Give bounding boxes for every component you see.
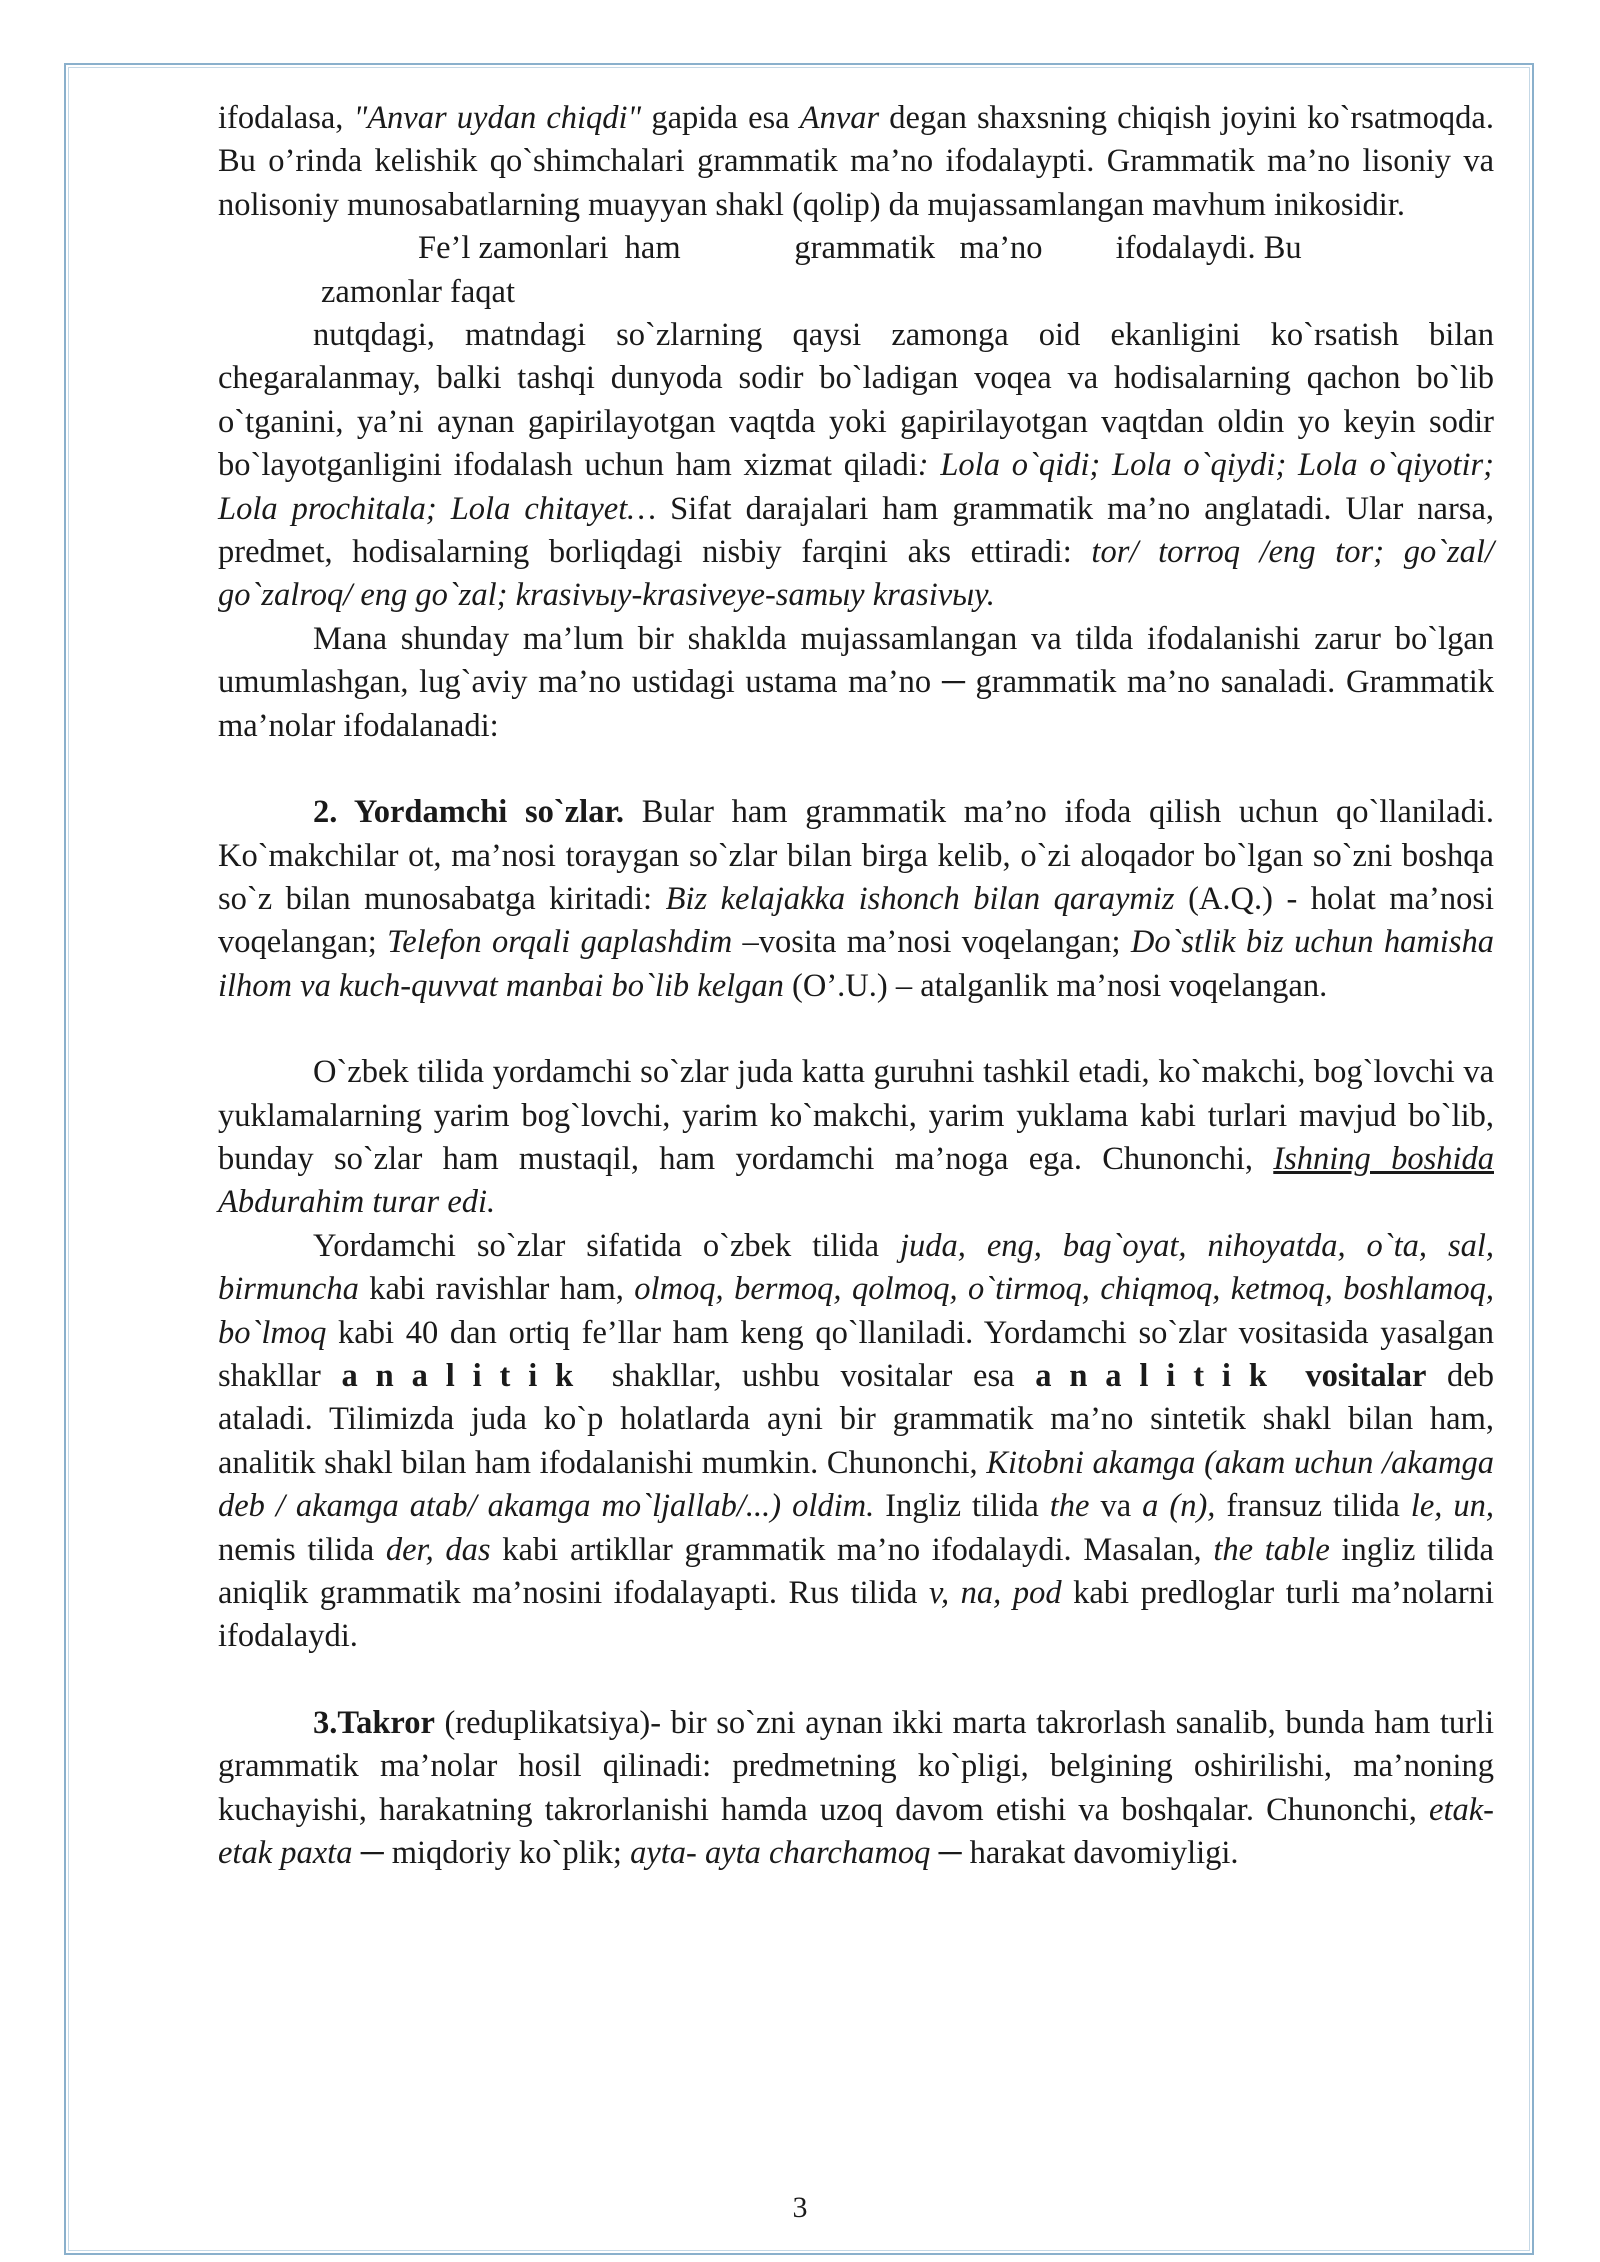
- text-run: ─ miqdoriy ko`plik;: [352, 1835, 631, 1872]
- text-run: nutqdagi, matndagi so`zlarning qaysi zamonga oid ekanligini ko`rsatish bilan chegaralanmay, balki tashqi dunyoda sodir bo`ladigan voqea va hodisalarning qachon bo`lib o`tganini, ya’ni aynan gapirilayotgan vaqtda yoki gapirilayotgan vaqtdan oldin yo keyin sodir bo`layotganligini ifodalash uchun ham xizmat qiladi: [218, 317, 1494, 484]
- italic-example: ayta- ayta charchamoq: [630, 1835, 931, 1872]
- text-run: ifodalasa,: [218, 100, 354, 136]
- paragraph-1: [218, 97, 1494, 227]
- italic-example: olmoq, bermoq, qolmoq, o`tirmoq, chiqmoq, ketmoq, boshlamoq, bo`lmoq: [218, 1271, 1494, 1351]
- italic-example: juda, eng, bag`oyat, nihoyatda, o`ta, sal, birmuncha: [218, 1227, 1494, 1308]
- text-run: gapida esa: [641, 100, 800, 136]
- bold-term: vositalar: [1284, 1357, 1427, 1394]
- italic-example: Telefon orqali gaplashdim: [387, 924, 733, 961]
- text-run: Sifat darajalari ham grammatik ma’no anglatadi. Ular narsa, predmet, hodisalarning borliqdagi nisbiy farqini aks ettiradi:: [218, 490, 1495, 571]
- italic-example: le, un,: [1410, 1488, 1494, 1525]
- spaced-term: analitik: [341, 1357, 592, 1394]
- paragraph-4: Mana shunday ma’lum bir shaklda mujassamlangan va tilda ifodalanishi zarur bo`lgan umumlashgan, lug`aviy ma’no ustidagi ustama ma’no ─ grammatik ma’no sanaladi. Grammatik ma’nolar ifodalanadi:: [218, 620, 1494, 744]
- spaced-term: analitik: [1035, 1357, 1285, 1394]
- text-run: ─ harakat davomiyligi.: [930, 1835, 1239, 1872]
- paragraph-6: [218, 1051, 1494, 1225]
- text-run: (reduplikatsiya)- bir so`zni aynan ikki marta takrorlash sanalib, bunda ham turli grammatik ma’nolar hosil qilinadi: predmetning ko`pligi, belgining oshirilishi, ma’noning kuchayishi, harakatning takrorlanishi hamda uzoq davom etishi va boshqalar. Chunonchi,: [218, 1704, 1494, 1828]
- italic-example: Abdurahim turar edi.: [218, 1184, 496, 1221]
- text-run: ingliz tilida aniqlik grammatik ma’nosini ifodalayapti. Rus tilida: [218, 1531, 1494, 1611]
- underlined-example: Ishning boshida: [1273, 1140, 1494, 1177]
- paragraph-7: [218, 1225, 1494, 1659]
- italic-example: : Lola o`qidi; Lola o`qiydi; Lola o`qiyotir; Lola prochitala; Lola chitayet…: [218, 447, 1494, 527]
- spacer: [218, 1008, 1494, 1051]
- paragraph-8: [218, 1702, 1494, 1876]
- text-run: O`zbek tilida yordamchi so`zlar juda katta guruhni tashkil etadi, ko`makchi, bog`lovchi va yuklamalarning yarim bog`lovchi, yarim ko`makchi, yarim yuklama kabi turlari mavjud bo`lib, bunday so`zlar ham mustaqil, ham yordamchi ma’noga ega. Chunonchi,: [218, 1054, 1494, 1177]
- italic-example: etak-etak paxta: [218, 1791, 1494, 1872]
- text-run: Bular ham grammatik ma’no ifoda qilish uchun qo`llaniladi. Ko`makchilar ot, ma’nosi toraygan so`zlar bilan birga kelib, o`zi aloqador bo`lgan so`zni boshqa so`z bilan munosabatga kiritadi:: [218, 794, 1494, 917]
- text-run: Ingliz tilida: [874, 1488, 1050, 1525]
- paragraph-2-line-1: Fe’l zamonlari ham grammatik ma’no ifodalaydi. Bu: [418, 230, 1302, 267]
- text-run: nemis tilida: [218, 1531, 386, 1568]
- text-run: kabi predloglar turli ma’nolarni ifodalaydi.: [218, 1575, 1494, 1655]
- italic-example: the table: [1213, 1531, 1330, 1568]
- text-run: deb ataladi. Tilimizda juda ko`p holatlarda ayni bir grammatik ma’no sintetik shakl bilan ham, analitik shakl bilan ham ifodalanishi mumkin. Chunonchi,: [218, 1357, 1494, 1481]
- italic-example: the: [1049, 1488, 1090, 1525]
- italic-example: Do`stlik biz uchun hamisha ilhom va kuch-quvvat manbai bo`lib kelgan: [218, 924, 1494, 1004]
- section-heading-2: 2. Yordamchi so`zlar.: [313, 794, 625, 831]
- text-run: shakllar, ushbu vositalar esa: [591, 1357, 1036, 1394]
- paragraph-2-line-2: zamonlar faqat: [321, 273, 515, 310]
- paragraph-3: [218, 314, 1494, 618]
- italic-example: Biz kelajakka ishonch bilan qaraymiz: [665, 880, 1175, 917]
- spacer: [218, 748, 1494, 791]
- italic-example: der, das: [385, 1531, 491, 1568]
- paragraph-5: [218, 791, 1494, 1008]
- text-run: kabi ravishlar ham,: [358, 1271, 635, 1308]
- section-heading-3: 3.Takror: [313, 1704, 435, 1741]
- page-number: 3: [792, 2191, 808, 2224]
- italic-example: a (n),: [1142, 1488, 1216, 1525]
- document-body: [218, 97, 1494, 1875]
- text-run: –vosita ma’nosi voqelangan;: [732, 924, 1131, 961]
- italic-example: Anvar: [799, 100, 880, 136]
- text-run: (A.Q.) - holat ma’nosi voqelangan;: [218, 880, 1494, 961]
- text-run: (O’.U.) – atalganlik ma’nosi voqelangan.: [783, 967, 1328, 1004]
- text-run: Yordamchi so`zlar sifatida o`zbek tilida: [313, 1227, 900, 1264]
- italic-example: Kitobni akamga (akam uchun /akamga deb / akamga atab/ akamga mo`ljallab/...) oldim.: [218, 1444, 1494, 1525]
- text-run: degan shaxsning chiqish joyini ko`rsatmoqda. Bu o’rinda kelishik qo`shimchalari grammatik ma’no ifodalaypti. Grammatik ma’no lisoniy va nolisoniy munosabatlarning muayyan shakl (qolip) da mujassamlangan mavhum inikosidir.: [218, 100, 1494, 223]
- text-run: va: [1089, 1488, 1143, 1525]
- text-run: fransuz tilida: [1215, 1488, 1411, 1525]
- text-run: kabi artikllar grammatik ma’no ifodalaydi. Masalan,: [490, 1531, 1214, 1568]
- italic-example: "Anvar uydan chiqdi": [353, 100, 642, 136]
- spacer: [218, 1659, 1494, 1702]
- italic-example: tor/ torroq /eng tor; go`zal/ go`zalroq/ eng go`zal; krasivыy-krasiveye-samыy krasivыy.: [218, 534, 1494, 614]
- text-run: kabi 40 dan ortiq fe’llar ham keng qo`llaniladi. Yordamchi so`zlar vositasida yasalgan shakllar: [218, 1314, 1494, 1394]
- italic-example: v, na, pod: [928, 1575, 1062, 1611]
